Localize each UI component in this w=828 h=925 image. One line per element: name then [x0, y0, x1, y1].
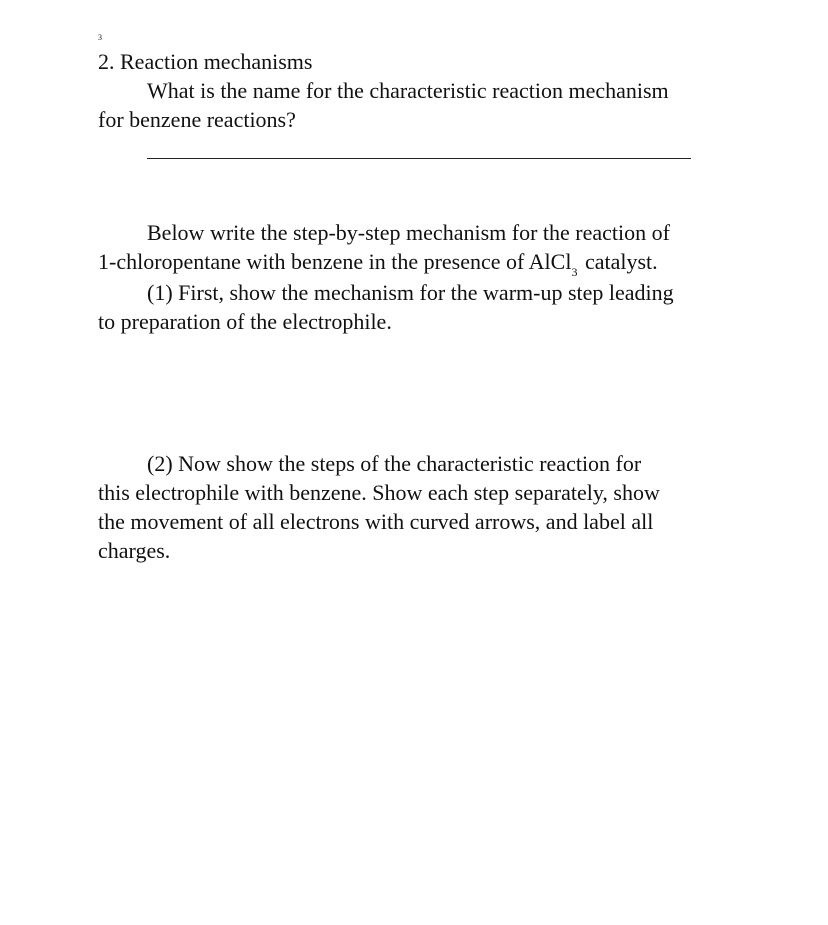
- alcl3-subscript: 3: [571, 265, 578, 279]
- question2-line2: [98, 248, 658, 279]
- part2-line1: (2) Now show the steps of the characteristic reaction for: [147, 451, 642, 476]
- question2-line2-text: 1-chloropentane with benzene in the presence of AlCl: [98, 249, 572, 274]
- page-number: 3: [98, 33, 102, 42]
- question2-line2-end: catalyst.: [579, 249, 658, 274]
- part1-line2: to preparation of the electrophile.: [98, 309, 392, 334]
- answer-blank-line: [147, 158, 691, 159]
- part2-line4: charges.: [98, 538, 171, 563]
- part2-line3: the movement of all electrons with curved arrows, and label all: [98, 509, 654, 534]
- question1-line2: for benzene reactions?: [98, 107, 296, 132]
- section-heading: 2. Reaction mechanisms: [98, 49, 313, 74]
- part2-line2: this electrophile with benzene. Show each step separately, show: [98, 480, 660, 505]
- question2-line1: Below write the step-by-step mechanism for the reaction of: [147, 220, 670, 245]
- question1-line1: What is the name for the characteristic reaction mechanism: [147, 78, 669, 103]
- part1-line1: (1) First, show the mechanism for the warm-up step leading: [147, 280, 674, 305]
